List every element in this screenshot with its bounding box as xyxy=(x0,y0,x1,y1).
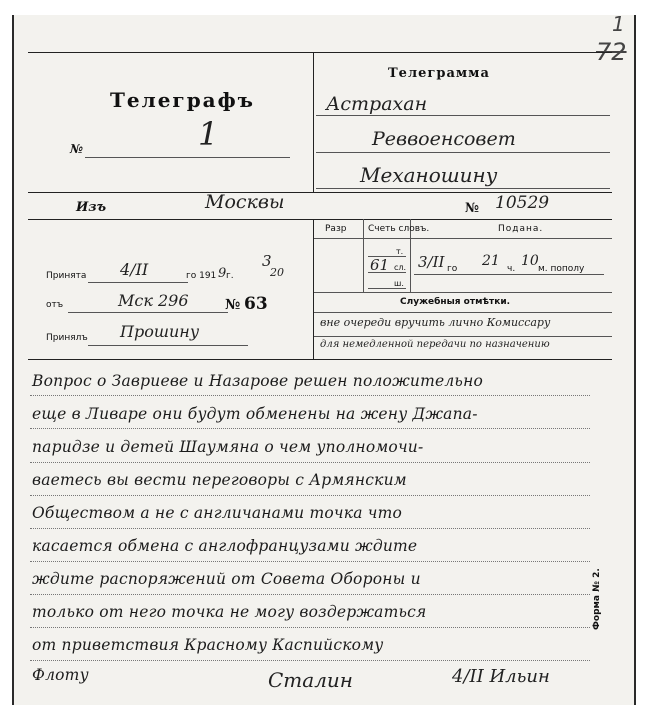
accepted-time-top: 3 xyxy=(262,252,272,270)
message-rule xyxy=(30,495,590,496)
number-handwritten: 1 xyxy=(198,115,219,153)
form-number-label: Форма № 2. xyxy=(592,568,602,630)
from-underline xyxy=(68,312,228,313)
submitted-minute: 10 xyxy=(521,253,539,269)
archive-page-mark: 1 xyxy=(612,12,625,36)
addressee-org: Реввоенсовет xyxy=(372,128,516,150)
header-divider xyxy=(313,52,314,192)
message-rule xyxy=(30,660,590,661)
table-top-rule xyxy=(28,219,612,220)
service-marks-line-2: для немедленной передачи по назначению xyxy=(320,339,550,350)
signature-secondary: 4/II Ильин xyxy=(452,666,550,687)
addressee-person: Механошину xyxy=(360,163,498,187)
received-by-value: Прошину xyxy=(120,322,200,341)
message-rule xyxy=(30,462,590,463)
submitted-date: 3/II xyxy=(418,253,445,271)
service-marks-title: Служебныя отмѣтки. xyxy=(400,297,511,307)
table-mid-rule xyxy=(314,292,612,293)
archive-folio-mark: 72 xyxy=(596,38,627,66)
message-rule xyxy=(30,395,590,396)
origin-number: 10529 xyxy=(495,193,550,213)
accepted-year-digit: 9 xyxy=(218,266,227,281)
minute-label: м. пополу xyxy=(538,264,585,274)
received-by-label: Принялъ xyxy=(46,333,88,343)
table-left-divider xyxy=(313,219,314,359)
table-col-1 xyxy=(363,219,364,292)
accepted-label: Принята xyxy=(46,271,87,281)
col-category: Разр xyxy=(325,224,347,234)
message-rule xyxy=(30,561,590,562)
service-marks-rule xyxy=(314,312,612,313)
from-label: отъ xyxy=(46,300,64,310)
submitted-go: го xyxy=(447,264,458,274)
origin-number-label: № xyxy=(465,201,480,216)
message-rule xyxy=(30,594,590,595)
accepted-year-prefix: го 191 xyxy=(186,271,217,281)
message-rule xyxy=(30,428,590,429)
line-number: 63 xyxy=(244,294,268,314)
message-line: еще в Ливаре они будут обменены на жену Джапа- xyxy=(32,405,478,423)
accepted-year-suffix: г. xyxy=(226,271,234,281)
message-line: паридзе и детей Шаумяна о чем уполномочи- xyxy=(32,438,424,456)
message-line: от приветствия Красному Каспийскому xyxy=(32,636,384,654)
word-count-value: 61 xyxy=(370,256,390,274)
col-word-count: Счеть словъ. xyxy=(368,224,430,234)
signature: Сталин xyxy=(268,668,353,692)
top-rule xyxy=(28,52,612,53)
table-header-rule xyxy=(314,238,612,239)
address-line-1 xyxy=(316,115,610,116)
accepted-time-bottom: 20 xyxy=(270,266,284,279)
number-underline xyxy=(85,157,290,158)
line-number-label: № xyxy=(225,297,241,313)
service-marks-line-1: вне очереди вручить лично Комиссару xyxy=(320,316,551,329)
from-value: Мск 296 xyxy=(118,291,189,310)
message-line: Флоту xyxy=(32,666,89,684)
form-title: Телеграфъ xyxy=(110,88,256,112)
message-line: ваетесь вы вести переговоры с Армянским xyxy=(32,471,407,489)
message-line: касается обмена с англофранцузами ждите xyxy=(32,537,418,555)
col-submitted: Подана. xyxy=(498,224,544,234)
number-label: № xyxy=(70,142,84,156)
word-row-sh xyxy=(368,288,406,289)
message-line: ждите распоряжений от Совета Обороны и xyxy=(32,570,421,588)
received-by-underline xyxy=(88,345,248,346)
telegram-title: Телеграмма xyxy=(388,66,490,81)
accepted-date: 4/II xyxy=(120,260,149,279)
message-line: Вопрос о Завриеве и Назарове решен положительно xyxy=(32,372,484,390)
telegram-form xyxy=(12,15,636,705)
address-line-3 xyxy=(316,188,610,189)
hour-label: ч. xyxy=(507,264,516,274)
submitted-underline xyxy=(414,274,604,275)
message-line: только от него точка не могу воздержаться xyxy=(32,603,427,621)
row-t-label: т. xyxy=(396,247,404,256)
message-rule xyxy=(30,627,590,628)
message-line: Обществом а не с англичанами точка что xyxy=(32,504,403,522)
table-bottom-rule xyxy=(28,359,612,360)
accepted-underline xyxy=(88,282,188,283)
origin-city: Москвы xyxy=(205,191,285,213)
addressee-city: Астрахан xyxy=(326,93,428,115)
row-sl-label: сл. xyxy=(394,263,407,272)
message-rule xyxy=(30,528,590,529)
row-sh-label: ш. xyxy=(394,279,404,288)
submitted-hour: 21 xyxy=(482,253,500,269)
service-marks-line xyxy=(314,336,612,337)
address-line-2 xyxy=(316,152,610,153)
origin-from-label: Изъ xyxy=(76,200,107,215)
